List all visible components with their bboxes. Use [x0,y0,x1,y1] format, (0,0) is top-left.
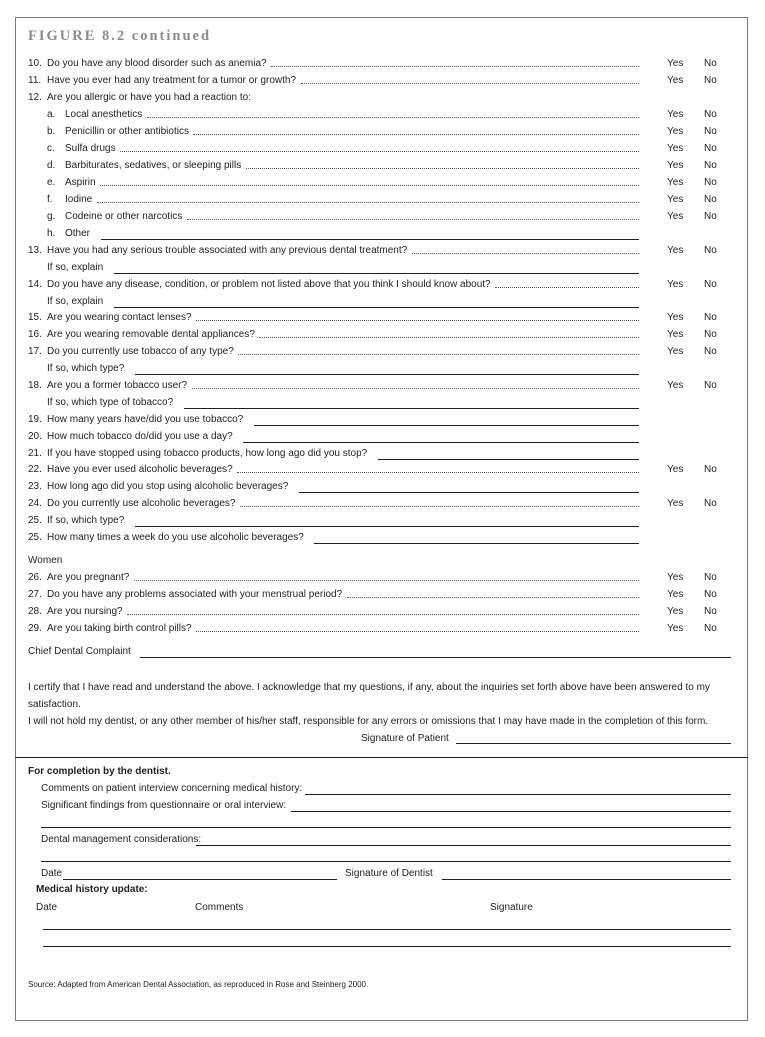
no-option[interactable]: No [704,464,717,475]
question-row [28,74,728,88]
update-heading: Medical history update: [36,884,148,895]
sub-item-letter: a. [47,109,56,120]
leader-dots [147,117,639,118]
question-row [28,362,728,376]
question-number: 22. [28,464,42,475]
yes-option[interactable]: Yes [667,312,684,323]
chief-complaint-field[interactable] [140,657,731,658]
signature-patient-field[interactable] [456,743,731,744]
question-row [28,588,728,602]
question-text: Are you allergic or have you had a reaction to: [47,92,252,103]
question-text: Barbiturates, sedatives, or sleeping pills [65,160,242,171]
answer-line[interactable] [243,442,639,443]
answer-line[interactable] [114,273,639,274]
question-row [28,605,728,619]
question-number: 17. [28,346,42,357]
question-number: 13. [28,245,42,256]
update-line-2[interactable] [43,946,731,947]
no-option[interactable]: No [704,211,717,222]
question-row [28,295,728,309]
question-text: Have you had any serious trouble associated with any previous dental treatment? [47,245,408,256]
question-number: 27. [28,589,42,600]
question-text: Are you nursing? [47,606,123,617]
yes-option[interactable]: Yes [667,245,684,256]
sub-item-letter: g. [47,211,56,222]
chief-complaint-label: Chief Dental Complaint [28,646,131,657]
question-row [28,91,728,105]
no-option[interactable]: No [704,160,717,171]
question-number: 18. [28,380,42,391]
question-text: Have you ever used alcoholic beverages? [47,464,233,475]
question-row [28,413,728,427]
question-row [28,125,728,139]
question-number: 24. [28,498,42,509]
management-label: Dental management considerations: [41,834,202,845]
question-number: 25. [28,532,42,543]
yes-option[interactable]: Yes [667,623,684,634]
question-text: If so, which type? [47,515,125,526]
management-field-2[interactable] [41,861,731,862]
leader-dots [192,388,639,389]
source-note: Source: Adapted from American Dental Association, as reproduced in Rose and Steinberg 2000. [28,980,369,989]
yes-option[interactable]: Yes [667,143,684,154]
leader-dots [412,253,639,254]
question-number: 29. [28,623,42,634]
yes-option[interactable]: Yes [667,589,684,600]
yes-option[interactable]: Yes [667,329,684,340]
question-number: 14. [28,279,42,290]
question-text: If so, explain [47,296,104,307]
signature-dentist-field[interactable] [442,879,731,880]
leader-dots [301,83,639,84]
yes-option[interactable]: Yes [667,211,684,222]
leader-dots [196,320,639,321]
certification-text [28,679,738,730]
question-row [28,328,728,342]
no-option[interactable]: No [704,126,717,137]
answer-line[interactable] [101,239,639,240]
answer-line[interactable] [184,408,639,409]
sub-item-letter: h. [47,228,56,239]
no-option[interactable]: No [704,245,717,256]
leader-dots [271,66,639,67]
leader-dots [240,506,639,507]
yes-option[interactable]: Yes [667,75,684,86]
update-date-header: Date [36,902,58,913]
question-row [28,193,728,207]
question-number: 12. [28,92,42,103]
answer-line[interactable] [114,307,639,308]
question-row [28,497,728,511]
question-number: 11. [28,75,42,86]
question-row [28,278,728,292]
dentist-heading: For completion by the dentist. [28,766,171,777]
question-number: 16. [28,329,42,340]
yes-option[interactable]: Yes [667,279,684,290]
question-text: If so, which type? [47,363,125,374]
no-option[interactable]: No [704,498,717,509]
yes-option[interactable]: Yes [667,572,684,583]
question-row [28,531,728,545]
update-comments-header: Comments [195,902,244,913]
question-row [28,514,728,528]
question-text: Iodine [65,194,93,205]
question-number: 25. [28,515,42,526]
no-option[interactable]: No [704,312,717,323]
no-option[interactable]: No [704,380,717,391]
no-option[interactable]: No [704,75,717,86]
leader-dots [120,151,639,152]
question-row [28,447,728,461]
question-number: 10. [28,58,42,69]
question-row [28,311,728,325]
yes-option[interactable]: Yes [667,464,684,475]
comments-label: Comments on patient interview concerning medical history: [41,783,303,794]
leader-dots [196,631,639,632]
yes-option[interactable]: Yes [667,126,684,137]
question-row [28,108,728,122]
question-number: 23. [28,481,42,492]
question-row [28,244,728,258]
no-option[interactable]: No [704,606,717,617]
question-text: How many times a week do you use alcoholic beverages? [47,532,304,543]
question-number: 26. [28,572,42,583]
certify-line-2: I will not hold my dentist, or any other member of his/her staff, responsible for any errors or omissions that I may have made in the completion of this form. [28,716,709,727]
question-text: Do you have any disease, condition, or problem not listed above that you think I should know about? [47,279,491,290]
question-text: Do you have any problems associated with your menstrual period? [47,589,343,600]
question-text: Are you wearing contact lenses? [47,312,192,323]
sub-item-letter: b. [47,126,56,137]
no-option[interactable]: No [704,58,717,69]
sub-item-letter: f. [47,194,53,205]
yes-option[interactable]: Yes [667,606,684,617]
yes-option[interactable]: Yes [667,194,684,205]
no-option[interactable]: No [704,329,717,340]
sub-item-letter: c. [47,143,55,154]
yes-option[interactable]: Yes [667,498,684,509]
signature-patient-label: Signature of Patient [361,733,449,744]
section-divider [15,757,748,758]
findings-field[interactable] [291,811,731,812]
answer-line[interactable] [314,543,639,544]
no-option[interactable]: No [704,589,717,600]
question-text: Have you ever had any treatment for a tumor or growth? [47,75,297,86]
question-text: Are you a former tobacco user? [47,380,188,391]
no-option[interactable]: No [704,194,717,205]
question-text: How much tobacco do/did you use a day? [47,431,233,442]
question-row [28,430,728,444]
answer-line[interactable] [378,459,639,460]
leader-dots [187,219,639,220]
question-text: Do you have any blood disorder such as anemia? [47,58,267,69]
yes-option[interactable]: Yes [667,177,684,188]
question-text: If so, which type of tobacco? [47,397,174,408]
answer-line[interactable] [299,492,639,493]
question-row [28,142,728,156]
question-number: 15. [28,312,42,323]
question-row [28,396,728,410]
question-text: Do you currently use tobacco of any type? [47,346,234,357]
certify-line-1: I certify that I have read and understand the above. I acknowledge that my questions, if any, about the inquiries set forth above have been answered to my satisfaction. [28,682,710,710]
sub-item-letter: d. [47,160,56,171]
date-field[interactable] [63,879,337,880]
question-number: 21. [28,448,42,459]
leader-dots [347,597,639,598]
section-header-label: Women [28,555,63,566]
yes-option[interactable]: Yes [667,346,684,357]
comments-field[interactable] [305,794,731,795]
leader-dots [246,168,639,169]
question-text: Are you pregnant? [47,572,130,583]
question-row [28,159,728,173]
question-text: Penicillin or other antibiotics [65,126,189,137]
question-number: 19. [28,414,42,425]
leader-dots [134,580,639,581]
no-option[interactable]: No [704,177,717,188]
question-row [28,210,728,224]
question-row [28,480,728,494]
leader-dots [193,134,639,135]
question-row [28,463,728,477]
yes-option[interactable]: Yes [667,58,684,69]
question-row [28,227,728,241]
update-signature-header: Signature [490,902,533,913]
leader-dots [495,287,639,288]
no-option[interactable]: No [704,572,717,583]
update-line-1[interactable] [43,929,731,930]
answer-line[interactable] [135,374,639,375]
figure-title: FIGURE 8.2 continued [28,28,212,44]
question-text: If you have stopped using tobacco products, how long ago did you stop? [47,448,368,459]
answer-line[interactable] [135,526,639,527]
question-text: Sulfa drugs [65,143,116,154]
yes-option[interactable]: Yes [667,109,684,120]
no-option[interactable]: No [704,346,717,357]
question-row [28,176,728,190]
question-row [28,261,728,275]
leader-dots [237,472,639,473]
section-header [28,554,728,568]
findings-label: Significant findings from questionnaire or oral interview: [41,800,287,811]
question-row [28,571,728,585]
signature-dentist-label: Signature of Dentist [345,868,433,879]
leader-dots [259,337,639,338]
question-row [28,379,728,393]
question-text: If so, explain [47,262,104,273]
no-option[interactable]: No [704,623,717,634]
leader-dots [100,185,639,186]
answer-line[interactable] [254,425,639,426]
yes-option[interactable]: Yes [667,380,684,391]
question-text: Local anesthetics [65,109,143,120]
question-row [28,345,728,359]
date-label: Date [41,868,63,879]
no-option[interactable]: No [704,109,717,120]
no-option[interactable]: No [704,279,717,290]
leader-dots [238,354,639,355]
findings-field-2[interactable] [41,827,731,828]
yes-option[interactable]: Yes [667,160,684,171]
question-number: 28. [28,606,42,617]
leader-dots [97,202,639,203]
question-text: How long ago did you stop using alcoholic beverages? [47,481,289,492]
question-text: Other [65,228,91,239]
question-row [28,57,728,71]
question-text: Do you currently use alcoholic beverages? [47,498,236,509]
question-text: How many years have/did you use tobacco? [47,414,244,425]
question-text: Codeine or other narcotics [65,211,183,222]
question-text: Are you taking birth control pills? [47,623,192,634]
leader-dots [127,614,639,615]
question-row [28,622,728,636]
question-number: 20. [28,431,42,442]
management-field[interactable] [196,845,731,846]
no-option[interactable]: No [704,143,717,154]
question-text: Are you wearing removable dental appliances? [47,329,255,340]
sub-item-letter: e. [47,177,56,188]
question-text: Aspirin [65,177,96,188]
